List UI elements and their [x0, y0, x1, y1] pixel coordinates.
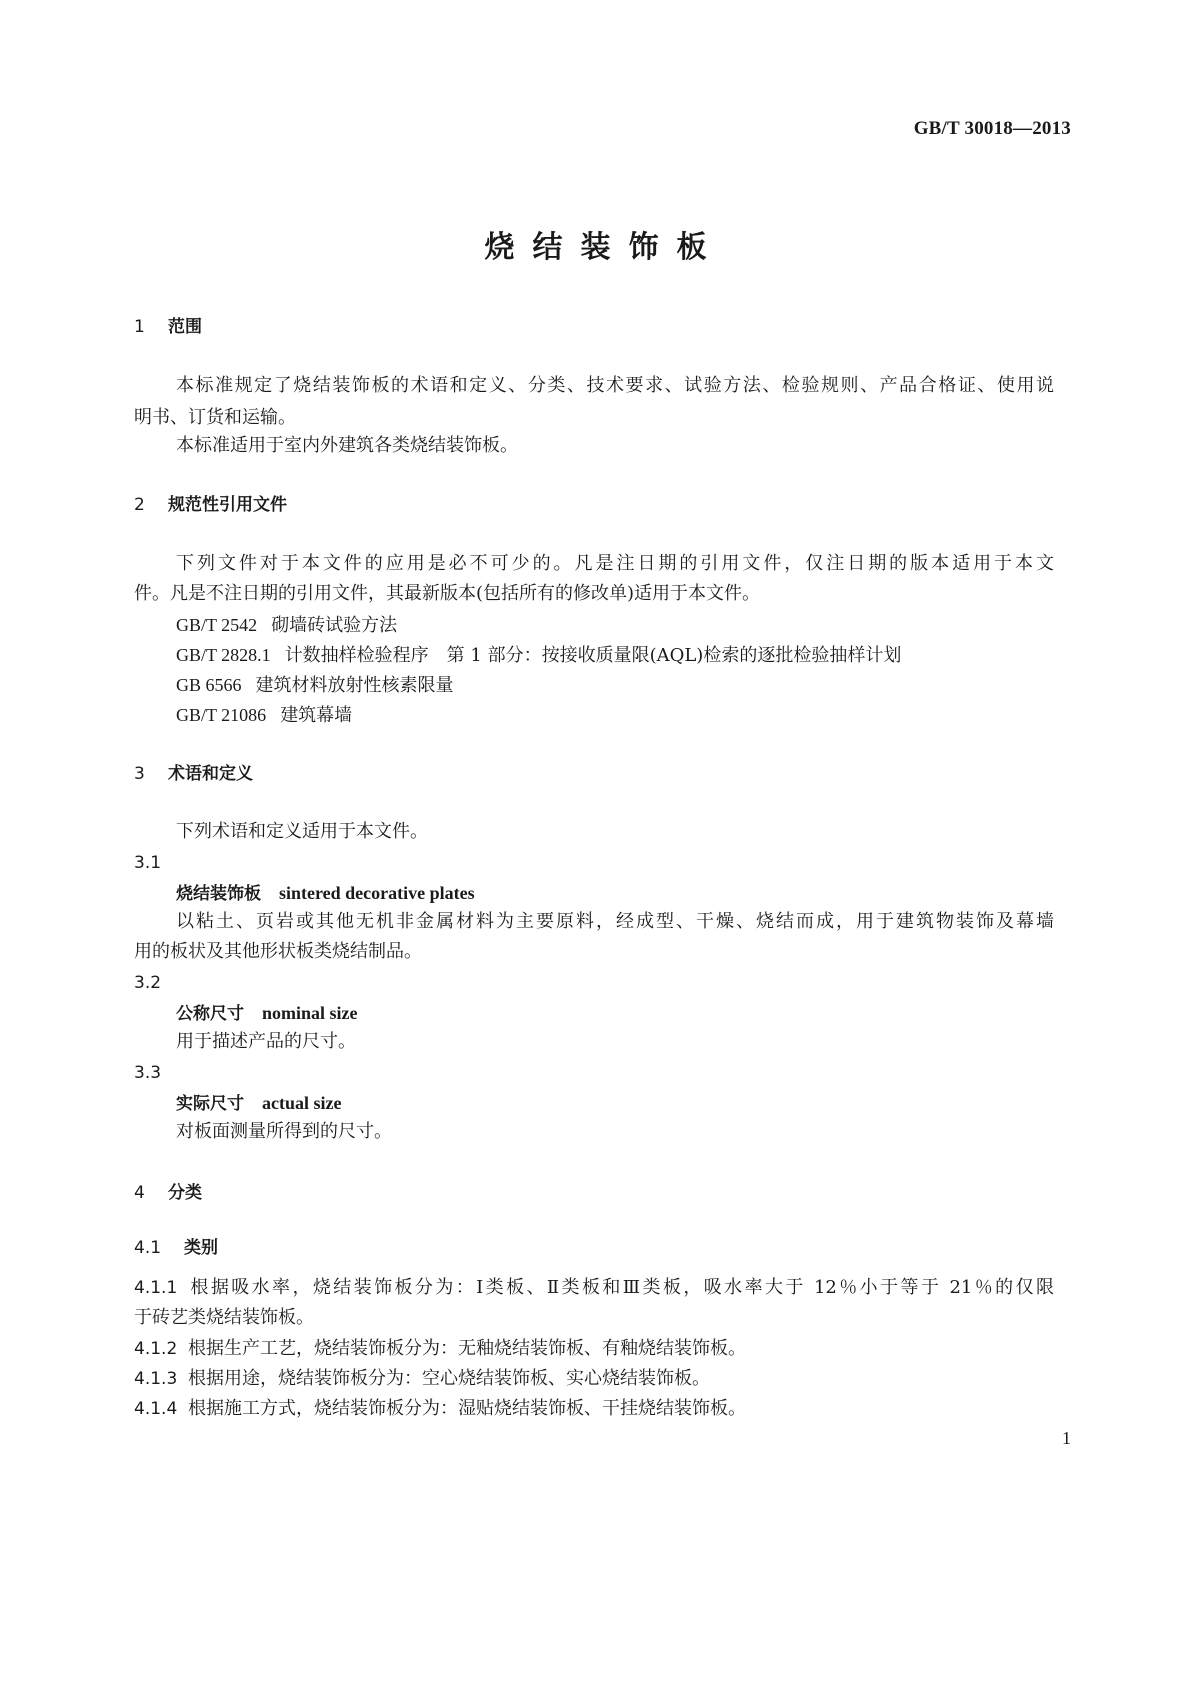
reference-code: GB/T 2828.1 [176, 645, 271, 665]
section-3-intro: 下列术语和定义适用于本文件。 [176, 821, 428, 842]
clause-4-1-2 [134, 1337, 746, 1361]
term-number: 3.1 [134, 853, 162, 873]
normative-reference [176, 703, 352, 728]
section-1-paragraph-1-line-2: 明书、订货和运输。 [134, 407, 296, 428]
clause-number: 4.1.4 [134, 1399, 178, 1419]
subsection-4-1-heading [134, 1236, 218, 1260]
term-chinese: 烧结装饰板 [176, 884, 261, 904]
normative-reference [176, 643, 901, 668]
term-definition: 对板面测量所得到的尺寸。 [176, 1121, 392, 1142]
section-title: 分类 [168, 1183, 202, 1203]
clause-4-1-3 [134, 1367, 710, 1391]
section-title: 范围 [168, 317, 202, 337]
section-title: 规范性引用文件 [168, 495, 287, 515]
section-number: 2 [134, 495, 145, 515]
standard-code: GB/T 30018—2013 [913, 118, 1071, 139]
reference-title: 砌墙砖试验方法 [271, 615, 398, 636]
clause-4-1-4 [134, 1397, 746, 1421]
term-definition: 用于描述产品的尺寸。 [176, 1031, 356, 1052]
term-chinese: 实际尺寸 [176, 1094, 244, 1114]
reference-code: GB/T 21086 [176, 705, 267, 725]
term-definition-line-2: 用的板状及其他形状板类烧结制品。 [134, 941, 422, 962]
section-1-heading [134, 315, 202, 339]
term-number: 3.3 [134, 1063, 162, 1083]
section-number: 1 [134, 317, 145, 337]
term-definition-line-1: 以粘土、页岩或其他无机非金属材料为主要原料，经成型、干燥、烧结而成，用于建筑物装饰及幕墙 [176, 911, 1054, 932]
section-2-paragraph-line-2: 件。凡是不注日期的引用文件，其最新版本(包括所有的修改单)适用于本文件。 [134, 583, 761, 604]
clause-number: 4.1.3 [134, 1369, 178, 1389]
section-1-paragraph-1-line-1: 本标准规定了烧结装饰板的术语和定义、分类、技术要求、试验方法、检验规则、产品合格证、使用说 [176, 375, 1054, 396]
section-title: 术语和定义 [168, 764, 253, 784]
clause-text: 根据生产工艺，烧结装饰板分为：无釉烧结装饰板、有釉烧结装饰板。 [188, 1338, 746, 1359]
document-title: 烧结装饰板 [484, 230, 725, 265]
term-heading [176, 881, 475, 906]
term-chinese: 公称尺寸 [176, 1004, 244, 1024]
reference-title: 建筑幕墙 [280, 705, 353, 726]
term-number: 3.2 [134, 973, 162, 993]
clause-text: 根据施工方式，烧结装饰板分为：湿贴烧结装饰板、干挂烧结装饰板。 [188, 1398, 746, 1419]
clause-number: 4.1.1 [134, 1278, 178, 1298]
term-english: nominal size [262, 1003, 358, 1023]
clause-text: 根据吸水率，烧结装饰板分为：Ⅰ类板、Ⅱ类板和Ⅲ类板，吸水率大于 12％小于等于 21％的仅限 [188, 1277, 1054, 1298]
reference-code: GB 6566 [176, 675, 242, 695]
section-4-heading [134, 1181, 202, 1205]
section-number: 3 [134, 764, 145, 784]
subsection-title: 类别 [184, 1238, 218, 1258]
section-2-paragraph-line-1: 下列文件对于本文件的应用是必不可少的。凡是注日期的引用文件，仅注日期的版本适用于本文 [176, 553, 1054, 574]
section-2-heading [134, 493, 287, 517]
reference-title: 建筑材料放射性核素限量 [255, 675, 454, 696]
reference-code: GB/T 2542 [176, 615, 258, 635]
term-english: actual size [262, 1093, 342, 1113]
clause-4-1-1-line-1 [134, 1276, 1054, 1300]
subsection-number: 4.1 [134, 1238, 162, 1258]
section-1-paragraph-2: 本标准适用于室内外建筑各类烧结装饰板。 [176, 435, 518, 456]
section-3-heading [134, 762, 253, 786]
clause-text: 根据用途，烧结装饰板分为：空心烧结装饰板、实心烧结装饰板。 [188, 1368, 710, 1389]
normative-reference [176, 673, 454, 698]
section-number: 4 [134, 1183, 145, 1203]
term-heading [176, 1091, 341, 1116]
term-heading [176, 1001, 358, 1026]
page-number: 1 [1062, 1428, 1071, 1448]
normative-reference [176, 613, 397, 638]
clause-4-1-1-line-2: 于砖艺类烧结装饰板。 [134, 1307, 314, 1328]
reference-title: 计数抽样检验程序 第 1 部分：按接收质量限(AQL)检索的逐批检验抽样计划 [284, 645, 902, 666]
term-english: sintered decorative plates [279, 883, 475, 903]
clause-number: 4.1.2 [134, 1339, 178, 1359]
